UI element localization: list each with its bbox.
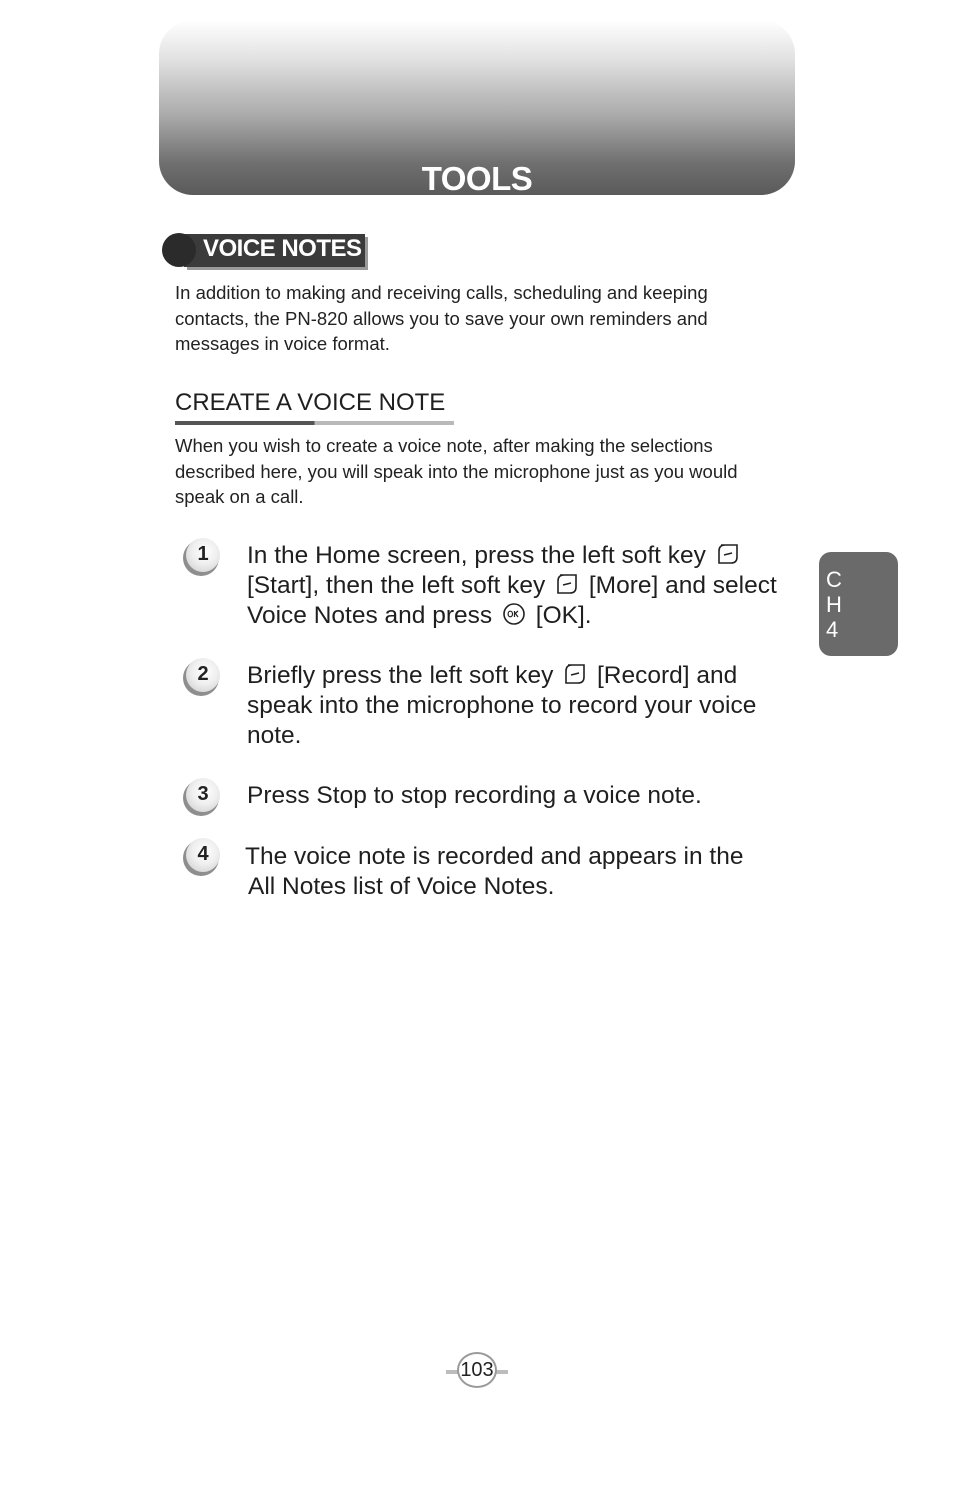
left-soft-key-icon <box>716 542 740 566</box>
step-number-badge <box>183 780 219 816</box>
left-soft-key-icon <box>555 572 579 596</box>
subsection-heading: CREATE A VOICE NOTE <box>175 389 446 416</box>
ok-key-icon <box>502 602 526 626</box>
step-3-text: Press Stop to stop recording a voice note. <box>247 782 702 809</box>
subsection-description: When you wish to create a voice note, after making the selections described here, you will speak into the microphone just as you would speak on a call. <box>175 435 738 507</box>
step-number: 3 <box>197 783 209 805</box>
intro-paragraph: In addition to making and receiving calls, scheduling and keeping contacts, the PN-820 allows you to save your own reminders and messages in voice format. <box>175 282 708 354</box>
chapter-title: TOOLS <box>421 160 533 197</box>
step-number: 2 <box>197 663 209 685</box>
step-number-badge <box>183 660 219 696</box>
page-number: 103 <box>460 1359 494 1381</box>
left-soft-key-icon <box>563 662 587 686</box>
chapter-header <box>159 20 795 195</box>
step-number: 1 <box>197 543 209 565</box>
step-1-text: In the Home screen, press the left soft key [Start], then the left soft key [More] and select Voice Notes and press [OK]. <box>247 542 777 629</box>
section-title: VOICE NOTES <box>203 235 362 262</box>
section-bullet-icon <box>162 233 196 267</box>
chapter-tab: C H 4 <box>819 552 898 656</box>
step-number-badge <box>183 840 219 876</box>
step-number: 4 <box>197 843 209 865</box>
step-4-text: The voice note is recorded and appears in the All Notes list of Voice Notes. <box>245 843 744 900</box>
section-badge <box>162 231 367 269</box>
step-2-text: Briefly press the left soft key [Record] and speak into the microphone to record your voice note. <box>247 662 757 749</box>
step-number-badge <box>183 540 219 576</box>
page-number-badge <box>446 1352 508 1392</box>
subsection-underline <box>175 421 454 425</box>
